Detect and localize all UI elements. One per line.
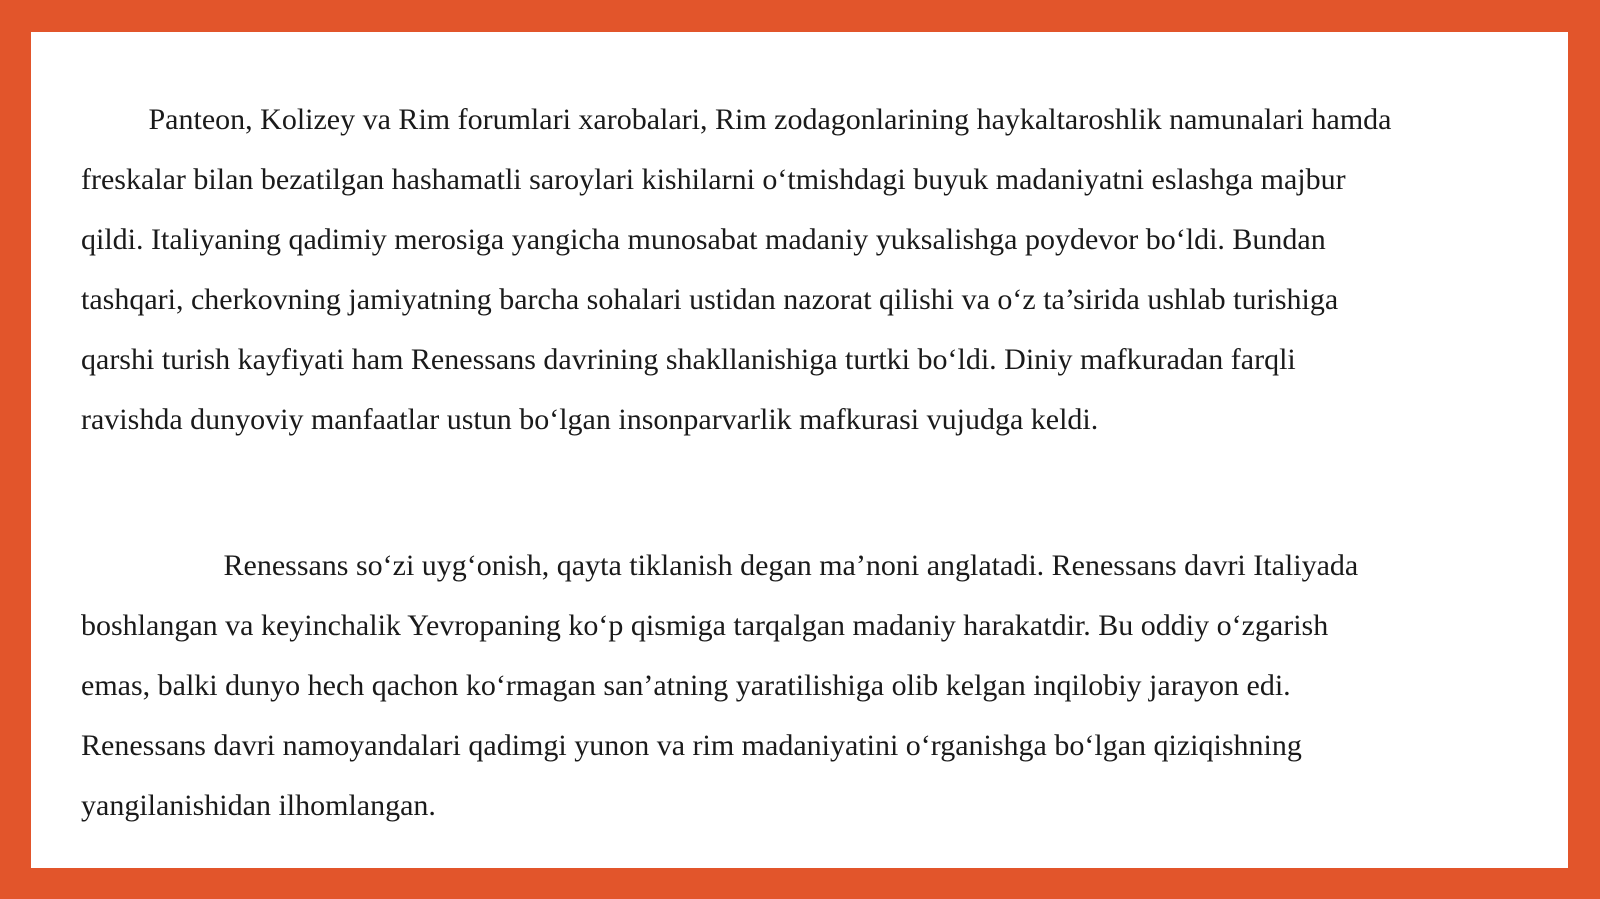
paragraph-renaissance-origins: Panteon, Kolizey va Rim forumlari xarobalari, Rim zodagonlarining haykaltaroshlik namunalari hamda freskalar bilan bezatilgan hashamatli saroylari kishilarni o‘tmishdagi buyuk madaniyatni eslashga majbur qildi. Italiyaning qadimiy merosiga yangicha munosabat madaniy yuksalishga poydevor bo‘ldi. Bundan tashqari, cherkovning jamiyatning barcha sohalari ustidan nazorat qilishi va o‘z ta’sirida ushlab turishiga qarshi turish kayfiyati ham Renessans davrining shakllanishiga turtki bo‘ldi. Diniy mafkuradan farqli ravishda dunyoviy manfaatlar ustun bo‘lgan insonparvarlik mafkurasi vujudga keldi. xyxy=(81,103,1392,436)
paragraph-renaissance-definition: Renessans so‘zi uyg‘onish, qayta tiklanish degan ma’noni anglatadi. Renessans davri Italiyada boshlangan va keyinchalik Yevropaning ko‘p qismiga tarqalgan madaniy harakatdir. Bu oddiy o‘zgarish emas, balki dunyo hech qachon ko‘rmagan san’atning yaratilishiga olib kelgan inqilobiy jarayon edi. Renessans davri namoyandalari qadimgi yunon va rim madaniyatini o‘rganishga bo‘lgan qiziqishning yangilanishidan ilhomlangan. xyxy=(81,549,1359,822)
slide-page xyxy=(31,32,1568,868)
